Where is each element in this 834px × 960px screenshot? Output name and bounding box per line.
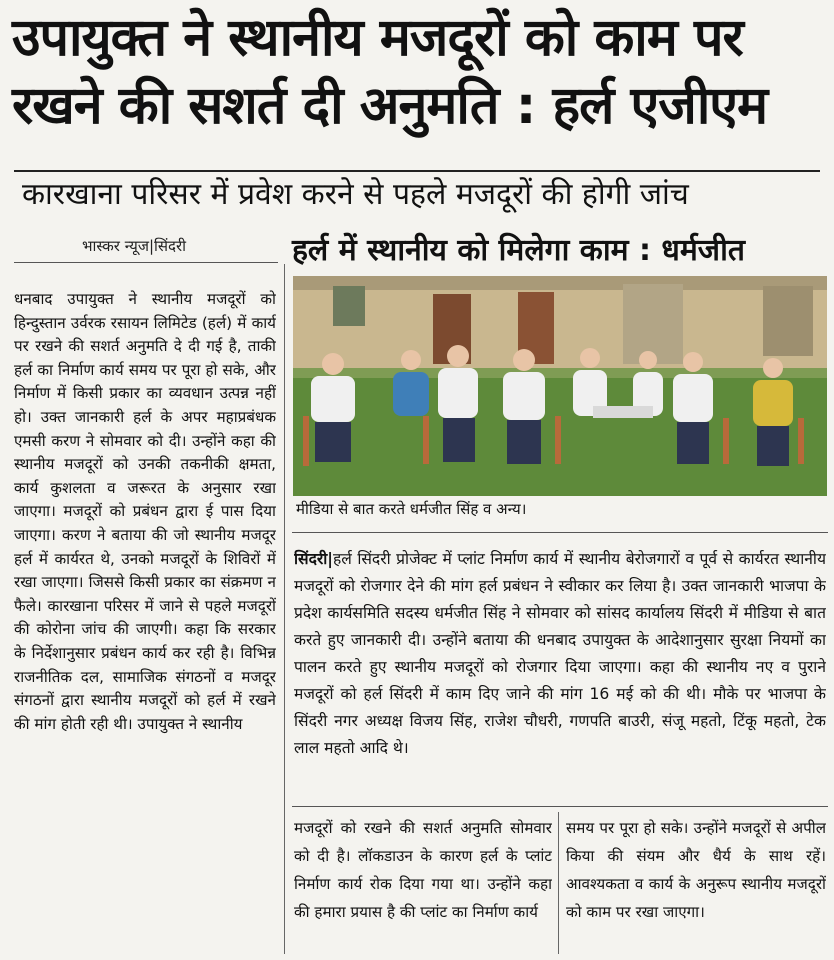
main-headline: [12, 4, 824, 140]
continuation-divider: [558, 812, 559, 954]
continuation-text-1: मजदूरों को रखने की सशर्त अनुमति सोमवार को दी है। लॉकडाउन के कारण हर्ल के प्लांट निर्माण कार्य रोक दिया गया था। उन्होंने कहा की हमारा प्रयास है की प्लांट का निर्माण कार्य: [294, 819, 552, 921]
photo-illustration: [293, 276, 827, 496]
side-story-headline: हर्ल में स्थानीय को मिलेगा काम : धर्मजीत: [292, 233, 745, 268]
side-story-text: हर्ल सिंदरी प्रोजेक्ट में प्लांट निर्माण कार्य में स्थानीय बेरोजगारों व पूर्व से कार्यरत स्थानीय मजदूरों को रोजगार देने की मांग हर्ल प्रबंधन ने स्वीकार कर लिया है। उक्त जानकारी भाजपा के प्रदेश कार्यसमिति सदस्य धर्मजीत सिंह ने सोमवार को सांसद कार्यालय सिंदरी में मीडिया से बात करते हुए जानकारी दी। उन्होंने बताया की धनबाद उपायुक्त के आदेशानुसार सुरक्षा नियमों का पालन करते हुए स्थानीय मजदूरों को रोजगार दिया जाएगा। कहा की स्थानीय नए व पुराने मजदूरों को हर्ल सिंदरी में काम दिए जाने की मांग 16 मई को की थी। मौके पर भाजपा के सिंदरी नगर अध्यक्ष विजय सिंह, राजेश चौधरी, गणपति बाउरी, संजू महतो, टिंकू महतो, टेक लाल महतो आदि थे।: [294, 550, 826, 757]
section-rule: [292, 806, 828, 807]
continuation-column-1: [294, 814, 552, 954]
continuation-column-2: [566, 814, 826, 954]
side-story-body: [294, 546, 826, 800]
byline: भास्कर न्यूज|सिंदरी: [82, 237, 187, 255]
column-divider: [284, 264, 285, 954]
side-story-dateline: सिंदरी|: [294, 550, 333, 568]
left-story-text: धनबाद उपायुक्त ने स्थानीय मजदूरों को हिन्दुस्तान उर्वरक रसायन लिमिटेड (हर्ल) में कार्य पर रखने की सशर्त अनुमति दे दी गई है, ताकी हर्ल का निर्माण कार्य समय पर पूरा हो सके, और निर्माण में किसी प्रकार का व्यवधान उत्पन्न नहीं हो। उक्त जानकारी हर्ल के अपर महाप्रबंधक एमसी करण ने सोमवार को दी। उन्होंने कहा की स्थानीय मजदूरों को उनकी तकनीकी क्षमता, कार्य कुशलता व जरूरत के अनुसार रखा जाएगा। मजदूरों को प्रबंधन द्वारा ई पास दिया जाएगा। करण ने बताया की जो स्थानीय मजदूर हर्ल में कार्यरत थे, उनको मजदूरों के शिविरों में रखा जाएगा। जिससे किसी प्रकार का संक्रमण न फैले। कारखाना परिसर में जाने से पहले मजदूरों की कोरोना जांच की जाएगी। कहा कि सरकार के निर्देशानुसार प्रबंधन कार्य कर रही है। विभिन्न राजनीतिक दल, सामाजिक संगठनों व मजदूर संगठनों द्वारा स्थानीय मजदूरों को हर्ल में रखने की मांग होती रही थी। उपायुक्त ने स्थानीय: [14, 290, 276, 733]
news-photo: [293, 276, 827, 496]
caption-rule: [292, 532, 828, 533]
subheadline: कारखाना परिसर में प्रवेश करने से पहले मजदूरों की होगी जांच: [22, 177, 689, 212]
continuation-text-2: समय पर पूरा हो सके। उन्होंने मजदूरों से अपील किया की संयम और धैर्य के साथ रहें। आवश्यकता व कार्य के अनुरूप स्थानीय मजदूरों को काम पर रखा जाएगा।: [566, 819, 826, 921]
left-story-column: [14, 288, 276, 948]
byline-rule: [14, 262, 278, 263]
headline-line-1: उपायुक्त ने स्थानीय मजदूरों को काम पर: [12, 8, 743, 68]
photo-caption: मीडिया से बात करते धर्मजीत सिंह व अन्य।: [296, 500, 527, 518]
headline-divider: [14, 170, 820, 172]
headline-line-2: रखने की सशर्त दी अनुमति : हर्ल एजीएम: [12, 76, 768, 136]
